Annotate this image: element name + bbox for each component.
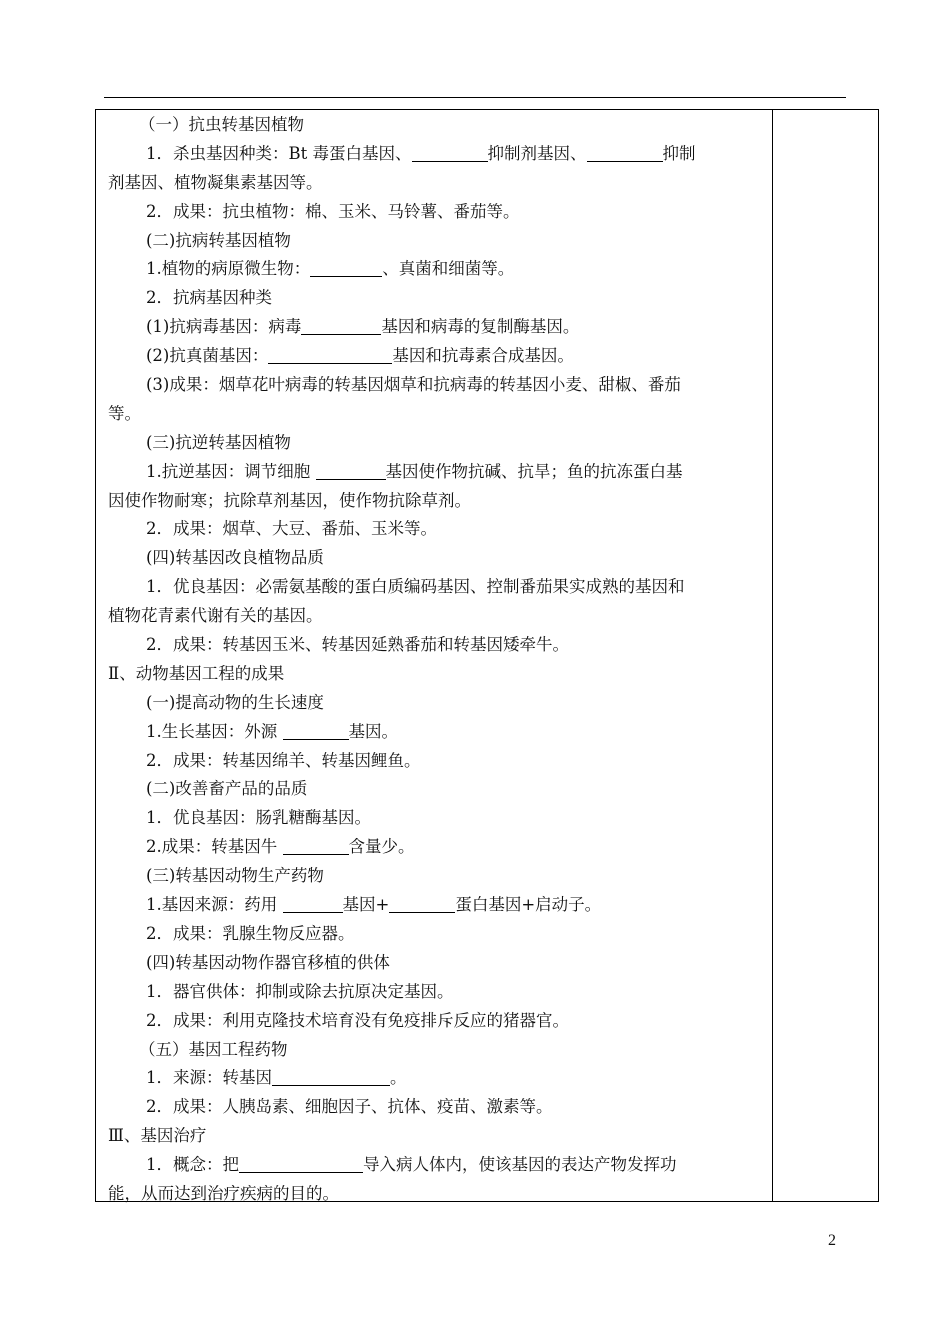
text-line: 1．优良基因：肠乳糖酶基因。 bbox=[146, 808, 371, 828]
fill-blank[interactable] bbox=[389, 894, 455, 913]
fill-blank[interactable] bbox=[239, 1154, 363, 1173]
text-line: 2.成果：转基因牛 含量少。 bbox=[146, 837, 415, 857]
header-rule bbox=[104, 97, 846, 98]
text-line: 2．成果：利用克隆技术培育没有免疫排斥反应的猪器官。 bbox=[146, 1010, 569, 1030]
text-line: 1．优良基因：必需氨基酸的蛋白质编码基因、控制番茄果实成熟的基因和 bbox=[146, 577, 685, 597]
column-divider bbox=[772, 109, 773, 1202]
text-line: 2．抗病基因种类 bbox=[146, 288, 272, 308]
text-line: 2．成果：乳腺生物反应器。 bbox=[146, 923, 355, 943]
text-line: 2．成果：转基因玉米、转基因延熟番茄和转基因矮牵牛。 bbox=[146, 635, 569, 655]
chapter-heading: Ⅲ、基因治疗 bbox=[108, 1126, 207, 1146]
section-heading: (二)抗病转基因植物 bbox=[146, 230, 291, 250]
text-line: 1.基因来源：药用 基因+ 蛋白基因+启动子。 bbox=[146, 895, 602, 915]
text-line: 剂基因、植物凝集素基因等。 bbox=[108, 172, 323, 192]
fill-blank[interactable] bbox=[301, 316, 381, 335]
page-number: 2 bbox=[828, 1232, 836, 1249]
text-line: (3)成果：烟草花叶病毒的转基因烟草和抗病毒的转基因小麦、甜椒、番茄 bbox=[146, 375, 681, 395]
text-line: 1．器官供体：抑制或除去抗原决定基因。 bbox=[146, 981, 454, 1001]
fill-blank[interactable] bbox=[283, 836, 349, 855]
text-line: 等。 bbox=[108, 403, 141, 423]
text-line: 2．成果：烟草、大豆、番茄、玉米等。 bbox=[146, 519, 437, 539]
section-heading: (三)抗逆转基因植物 bbox=[146, 432, 291, 452]
fill-blank[interactable] bbox=[268, 345, 392, 364]
text-line: 2．成果：抗虫植物：棉、玉米、马铃薯、番茄等。 bbox=[146, 201, 520, 221]
text-line: 1.植物的病原微生物： 、真菌和细菌等。 bbox=[146, 259, 515, 279]
fill-blank[interactable] bbox=[587, 143, 663, 162]
text-line: 1．杀虫基因种类：Bt 毒蛋白基因、 抑制剂基因、 抑制 bbox=[146, 143, 696, 163]
section-heading: (二)改善畜产品的品质 bbox=[146, 779, 308, 799]
section-heading: （一）抗虫转基因植物 bbox=[139, 115, 304, 134]
text-line: 因使作物耐寒；抗除草剂基因，使作物抗除草剂。 bbox=[108, 490, 471, 510]
text-line: (2)抗真菌基因： 基因和抗毒素合成基因。 bbox=[146, 346, 574, 366]
section-heading: (四)转基因改良植物品质 bbox=[146, 548, 324, 568]
fill-blank[interactable] bbox=[316, 461, 386, 480]
section-heading: （五）基因工程药物 bbox=[139, 1039, 288, 1059]
text-line: 1.抗逆基因：调节细胞 基因使作物抗碱、抗旱；鱼的抗冻蛋白基 bbox=[146, 461, 683, 481]
chapter-heading: Ⅱ、动物基因工程的成果 bbox=[108, 663, 285, 683]
document-body bbox=[104, 111, 766, 1209]
fill-blank[interactable] bbox=[412, 143, 488, 162]
section-heading: (四)转基因动物作器官移植的供体 bbox=[146, 952, 390, 972]
fill-blank[interactable] bbox=[283, 894, 343, 913]
section-heading: (三)转基因动物生产药物 bbox=[146, 866, 324, 886]
text-line: 1．来源：转基因 。 bbox=[146, 1068, 407, 1088]
text-line: 1．概念：把 导入病人体内，使该基因的表达产物发挥功 bbox=[146, 1155, 677, 1175]
fill-blank[interactable] bbox=[272, 1067, 390, 1086]
text-line: 2．成果：转基因绵羊、转基因鲤鱼。 bbox=[146, 750, 421, 770]
text-line: 能，从而达到治疗疾病的目的。 bbox=[108, 1183, 339, 1203]
text-line: (1)抗病毒基因：病毒 基因和病毒的复制酶基因。 bbox=[146, 317, 580, 337]
text-line: 1.生长基因：外源 基因。 bbox=[146, 721, 398, 741]
fill-blank[interactable] bbox=[310, 258, 382, 277]
text-line: 植物花青素代谢有关的基因。 bbox=[108, 606, 323, 626]
fill-blank[interactable] bbox=[283, 721, 349, 740]
text-line: 2．成果：人胰岛素、细胞因子、抗体、疫苗、激素等。 bbox=[146, 1097, 553, 1117]
section-heading: (一)提高动物的生长速度 bbox=[146, 692, 324, 712]
